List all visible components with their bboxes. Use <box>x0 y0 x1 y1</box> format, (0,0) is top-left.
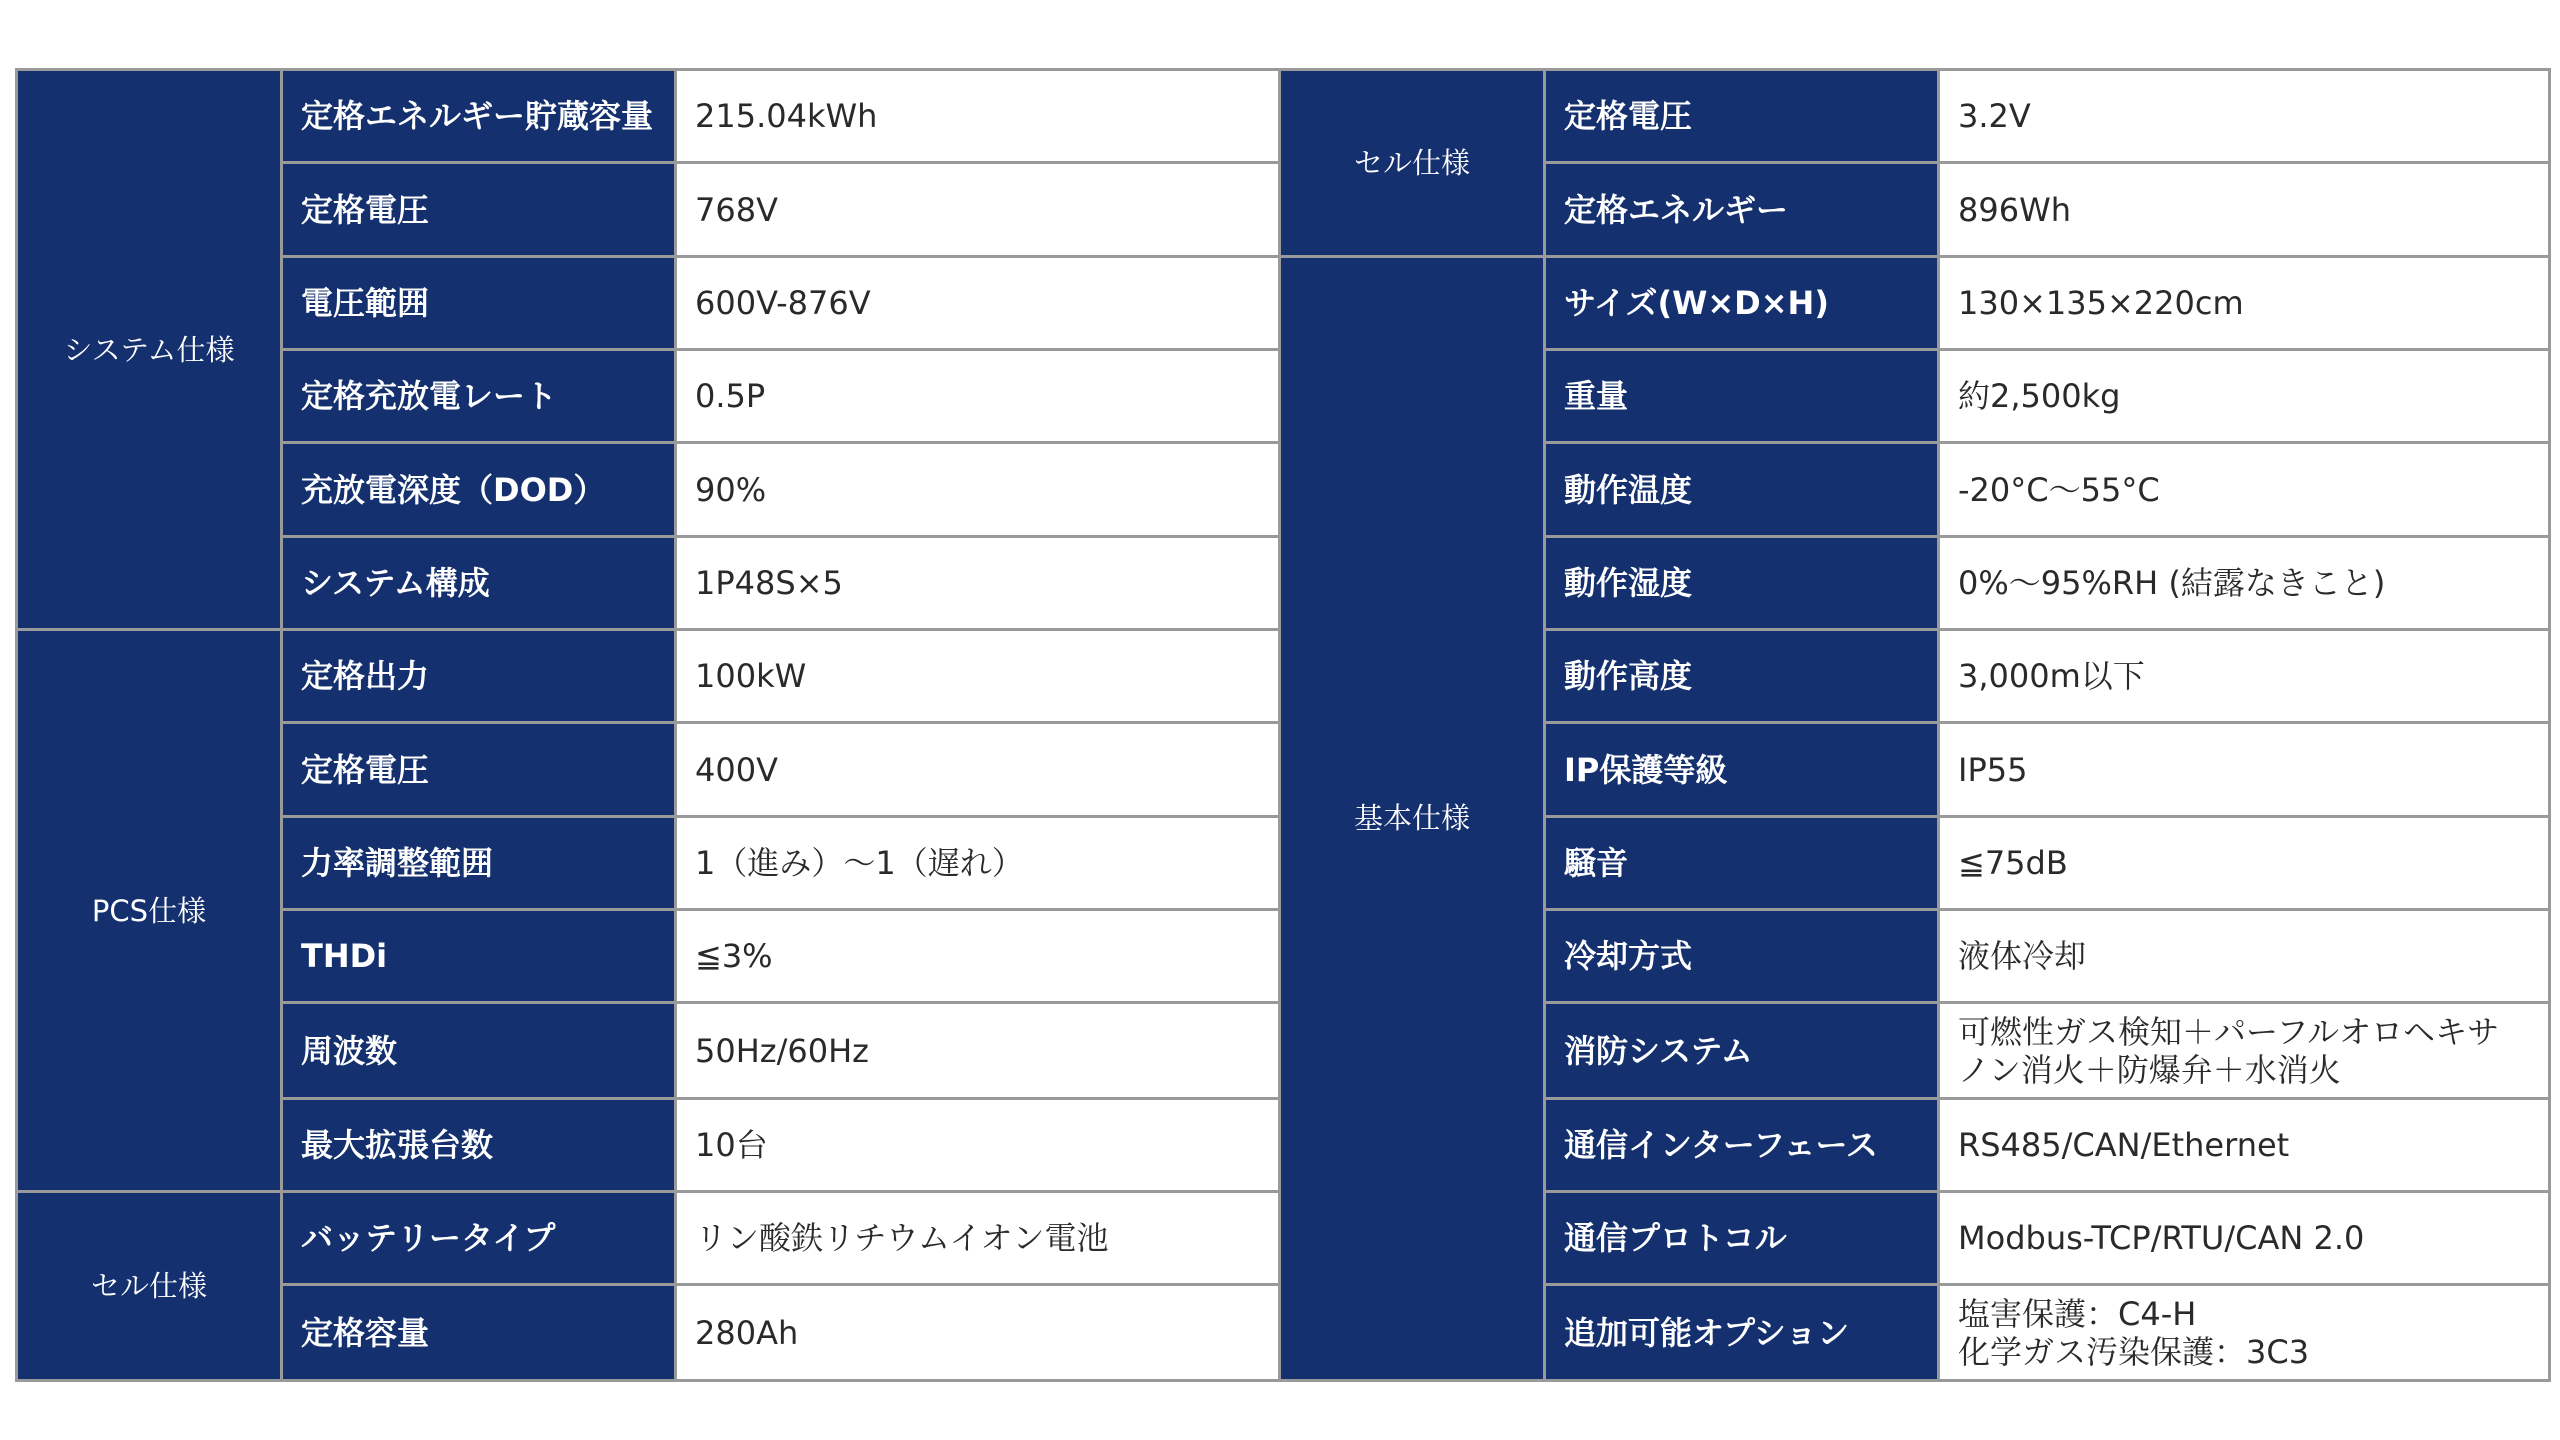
spec-value: 50Hz/60Hz <box>676 1003 1280 1098</box>
category-cell-spec-left: セル仕様 <box>17 1192 282 1381</box>
spec-label: 定格エネルギー <box>1545 163 1939 256</box>
table-row <box>17 256 2550 349</box>
spec-value: RS485/CAN/Ethernet <box>1939 1098 2550 1191</box>
spec-value: 1（進み）～1（遅れ） <box>676 816 1280 909</box>
spec-value: -20°C～55°C <box>1939 443 2550 536</box>
spec-label: 消防システム <box>1545 1003 1939 1098</box>
spec-label: IP保護等級 <box>1545 723 1939 816</box>
spec-label: 追加可能オプション <box>1545 1285 1939 1381</box>
spec-value: 10台 <box>676 1098 1280 1191</box>
spec-value: 0%～95%RH (結露なきこと) <box>1939 536 2550 629</box>
spec-value-line: 可燃性ガス検知＋パーフルオロヘキサ <box>1958 1012 2500 1051</box>
spec-value: 液体冷却 <box>1939 910 2550 1003</box>
spec-value: ≦75dB <box>1939 816 2550 909</box>
spec-value: 600V-876V <box>676 256 1280 349</box>
spec-label: 定格電圧 <box>1545 70 1939 163</box>
spec-value: 400V <box>676 723 1280 816</box>
spec-label: バッテリータイプ <box>282 1192 676 1285</box>
spec-value: 100kW <box>676 630 1280 723</box>
spec-label: 動作温度 <box>1545 443 1939 536</box>
spec-label: システム構成 <box>282 536 676 629</box>
spec-label: サイズ(W×D×H) <box>1545 256 1939 349</box>
spec-value: 3,000m以下 <box>1939 630 2550 723</box>
category-basic-spec: 基本仕様 <box>1280 256 1545 1380</box>
category-cell-spec-right: セル仕様 <box>1280 70 1545 257</box>
spec-value: 768V <box>676 163 1280 256</box>
spec-label: 動作高度 <box>1545 630 1939 723</box>
spec-label: 冷却方式 <box>1545 910 1939 1003</box>
spec-value: 215.04kWh <box>676 70 1280 163</box>
spec-label: THDi <box>282 910 676 1003</box>
spec-value: ≦3% <box>676 910 1280 1003</box>
spec-value: リン酸鉄リチウムイオン電池 <box>676 1192 1280 1285</box>
category-system-spec: システム仕様 <box>17 70 282 630</box>
spec-value: 896Wh <box>1939 163 2550 256</box>
spec-value <box>1939 1285 2550 1381</box>
spec-label: 電圧範囲 <box>282 256 676 349</box>
spec-value: 約2,500kg <box>1939 350 2550 443</box>
spec-value: 1P48S×5 <box>676 536 1280 629</box>
spec-label: 最大拡張台数 <box>282 1098 676 1191</box>
spec-label: 定格電圧 <box>282 723 676 816</box>
spec-value <box>1939 1003 2550 1098</box>
spec-label: 定格出力 <box>282 630 676 723</box>
spec-table <box>15 68 2551 1382</box>
spec-label: 定格電圧 <box>282 163 676 256</box>
spec-value: 90% <box>676 443 1280 536</box>
spec-label: 定格エネルギー貯蔵容量 <box>282 70 676 163</box>
spec-label: 騒音 <box>1545 816 1939 909</box>
spec-value-line: 塩害保護：C4-H <box>1958 1294 2197 1333</box>
spec-value-line: 化学ガス汚染保護：3C3 <box>1958 1332 2310 1371</box>
spec-value: Modbus-TCP/RTU/CAN 2.0 <box>1939 1192 2550 1285</box>
spec-value: 280Ah <box>676 1285 1280 1381</box>
spec-label: 定格容量 <box>282 1285 676 1381</box>
spec-label: 通信インターフェース <box>1545 1098 1939 1191</box>
spec-value: 130×135×220cm <box>1939 256 2550 349</box>
spec-value-line: ノン消火＋防爆弁＋水消火 <box>1958 1050 2341 1089</box>
spec-value: IP55 <box>1939 723 2550 816</box>
spec-label: 定格充放電レート <box>282 350 676 443</box>
category-pcs-spec: PCS仕様 <box>17 630 282 1192</box>
spec-label: 動作湿度 <box>1545 536 1939 629</box>
spec-value: 0.5P <box>676 350 1280 443</box>
spec-value: 3.2V <box>1939 70 2550 163</box>
spec-label: 充放電深度（DOD） <box>282 443 676 536</box>
spec-label: 周波数 <box>282 1003 676 1098</box>
spec-label: 力率調整範囲 <box>282 816 676 909</box>
table-row <box>17 70 2550 163</box>
spec-label: 通信プロトコル <box>1545 1192 1939 1285</box>
spec-label: 重量 <box>1545 350 1939 443</box>
